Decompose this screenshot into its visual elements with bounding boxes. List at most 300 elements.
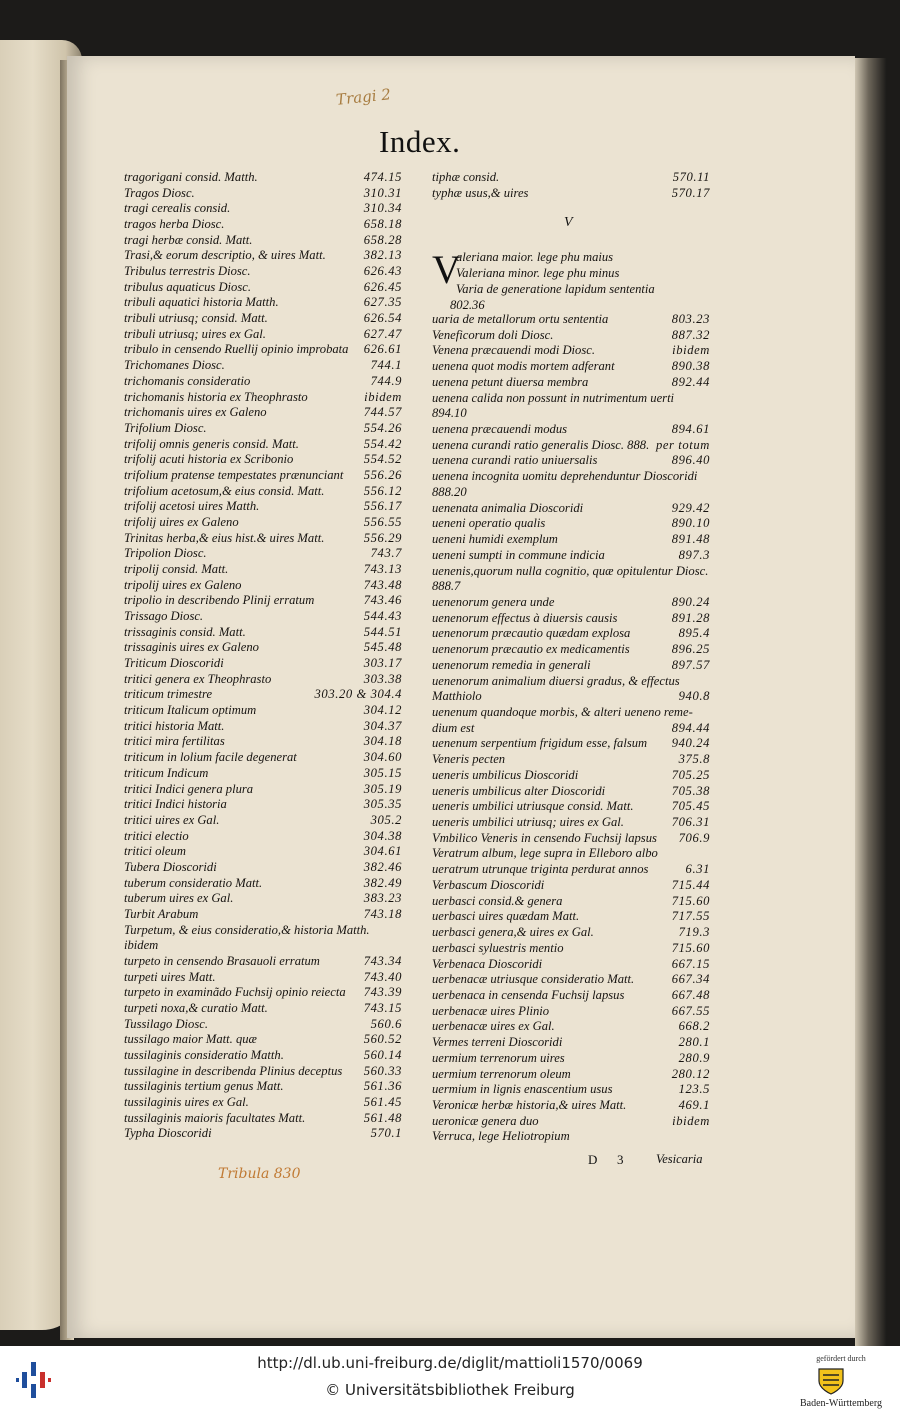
index-entry <box>432 1082 710 1098</box>
section-heading-v: V <box>564 215 573 230</box>
index-term: uerbasci syluestris mentio <box>432 940 564 955</box>
index-entry <box>432 532 710 548</box>
index-term: 802.36 <box>450 298 485 312</box>
index-page-ref: 554.52 <box>363 452 402 467</box>
index-entry <box>124 390 402 406</box>
index-term: uenenorum præcautio ex medicamentis <box>432 642 630 657</box>
index-entry <box>124 703 402 719</box>
index-page-ref: 474.15 <box>363 170 402 184</box>
index-entry <box>124 593 402 609</box>
index-term: uenenorum effectus à diuersis causis <box>432 610 618 625</box>
index-entry <box>124 938 402 954</box>
index-term: uermium in lignis enascentium usus <box>432 1082 613 1097</box>
index-entry <box>432 595 710 611</box>
index-term: tribulo in censendo Ruellij opinio improbata <box>124 342 349 357</box>
index-term: uerbasci genera,& uires ex Gal. <box>432 925 594 940</box>
index-entry <box>124 186 402 202</box>
index-entry <box>124 923 402 939</box>
index-entry <box>124 797 402 813</box>
index-entry <box>124 201 402 217</box>
index-page-ref: 743.7 <box>370 546 402 561</box>
index-term: tussilaginis maioris facultates Matt. <box>124 1110 306 1125</box>
index-term: uenenorum animalium diuersi gradus, & effectus <box>432 673 680 688</box>
index-entry <box>432 941 710 957</box>
index-term: tussilaginis uires ex Gal. <box>124 1095 249 1110</box>
index-entry <box>432 831 710 847</box>
index-page-ref: 627.47 <box>363 326 402 341</box>
index-entry <box>124 907 402 923</box>
index-page-ref: 894.61 <box>671 422 710 437</box>
index-term: trifolium acetosum,& eius consid. Matt. <box>124 483 325 498</box>
index-entry <box>432 564 710 580</box>
index-term: uenenis,quorum nulla cognitio, quæ opitulentur Diosc. <box>432 563 709 578</box>
index-entry <box>432 957 710 973</box>
index-page-ref: 561.45 <box>363 1095 402 1110</box>
index-page-ref: 305.15 <box>363 765 402 780</box>
index-entry <box>432 359 710 375</box>
index-page-ref: 626.45 <box>363 279 402 294</box>
index-page-ref: 554.42 <box>363 436 402 451</box>
index-term: tritici Indici genera plura <box>124 781 254 796</box>
index-term: Triticum Dioscoridi <box>124 656 224 671</box>
index-term: trissaginis consid. Matt. <box>124 624 246 639</box>
index-entry <box>124 1032 402 1048</box>
index-term: tritici uires ex Gal. <box>124 812 220 827</box>
index-term: Tribulus terrestris Diosc. <box>124 264 251 279</box>
index-page-ref: 544.43 <box>363 609 402 624</box>
index-term: ueneris umbilicus Dioscoridi <box>432 767 579 782</box>
index-entry <box>432 642 710 658</box>
index-term: dium est <box>432 720 475 735</box>
index-term: tragos herba Diosc. <box>124 217 225 232</box>
index-term: ueneni sumpti in commune indicia <box>432 547 605 562</box>
index-term: Venena præcauendi modi Diosc. <box>432 343 595 358</box>
index-term: tuberum consideratio Matt. <box>124 875 263 890</box>
index-entry <box>124 405 402 421</box>
index-entry <box>124 829 402 845</box>
index-term: trichomanis uires ex Galeno <box>124 405 267 420</box>
index-page-ref: 744.1 <box>370 358 402 373</box>
index-page-ref: 940.24 <box>671 736 710 751</box>
index-term: Veratrum album, lege supra in Elleboro albo <box>432 846 658 861</box>
index-entry <box>124 1079 402 1095</box>
signature-mark: D <box>588 1152 598 1167</box>
index-term: tuberum uires ex Gal. <box>124 891 234 906</box>
index-term: tragi cerealis consid. <box>124 201 231 216</box>
index-page-ref: 561.36 <box>363 1079 402 1094</box>
index-term: ueneni operatio qualis <box>432 516 546 531</box>
index-term: Vmbilico Veneris in censendo Fuchsij lapsus <box>432 830 657 845</box>
index-term: Turpetum, & eius consideratio,& historia Matth. <box>124 922 370 937</box>
index-term: uenena præcauendi modus <box>432 422 568 437</box>
index-page-ref: 743.13 <box>363 562 402 576</box>
index-term: Tripolion Diosc. <box>124 546 207 561</box>
index-term: Valeriana minor. lege phu minus <box>456 266 620 280</box>
index-page-ref: 890.10 <box>671 516 710 531</box>
index-page-ref: 304.18 <box>363 734 402 749</box>
index-entry <box>124 421 402 437</box>
index-entry <box>432 453 710 469</box>
index-page-ref: 743.40 <box>363 969 402 984</box>
pencil-note-top: Tragi 2 <box>335 85 392 109</box>
index-page-ref: 744.9 <box>370 373 402 388</box>
index-entry <box>432 658 710 674</box>
index-entry <box>432 1129 710 1145</box>
index-page-ref: 375.8 <box>678 752 710 767</box>
index-term: uenena curandi ratio uniuersalis <box>432 453 598 468</box>
index-page-ref: 896.40 <box>671 453 710 468</box>
index-entry <box>124 625 402 641</box>
index-entry <box>432 909 710 925</box>
index-entry <box>124 891 402 907</box>
index-page-ref: 560.6 <box>370 1016 402 1031</box>
index-term: uerbenacæ uires ex Gal. <box>432 1019 555 1034</box>
index-page-ref: ibidem <box>672 343 710 358</box>
index-entry <box>456 282 710 298</box>
baden-wuerttemberg-crest-icon <box>814 1366 848 1396</box>
index-entry <box>432 815 710 831</box>
index-entry <box>432 611 710 627</box>
index-page-ref: 310.34 <box>363 201 402 216</box>
index-term: triticum Italicum optimum <box>124 703 257 718</box>
index-entry <box>432 1035 710 1051</box>
index-term: tussilaginis consideratio Matth. <box>124 1048 284 1063</box>
index-term: trichomanis historia ex Theophrasto <box>124 389 308 404</box>
index-entry <box>124 985 402 1001</box>
index-page-ref: 570.11 <box>672 170 710 184</box>
index-page-ref: 626.61 <box>363 342 402 357</box>
index-term: Verruca, lege Heliotropium <box>432 1129 570 1144</box>
index-page-ref: 891.28 <box>671 610 710 625</box>
index-page-ref: 897.3 <box>678 547 710 562</box>
index-entry <box>124 860 402 876</box>
index-term: uermium terrenorum uires <box>432 1050 565 1065</box>
index-entry <box>124 782 402 798</box>
index-term: tussilaginis tertium genus Matt. <box>124 1079 284 1094</box>
index-term: ueneris umbilici utriusque consid. Matt. <box>432 799 634 814</box>
index-entry <box>432 343 710 359</box>
index-entry <box>124 766 402 782</box>
index-term: tritici Indici historia <box>124 797 227 812</box>
index-term: Trissago Diosc. <box>124 609 204 624</box>
index-term: ueratrum utrunque triginta perdurat annos <box>432 862 649 877</box>
index-entry <box>124 1126 402 1142</box>
index-entry <box>124 656 402 672</box>
index-page-ref: 715.60 <box>671 893 710 908</box>
index-entry <box>432 925 710 941</box>
index-page-ref: 556.55 <box>363 514 402 529</box>
index-term: tussilagine in describenda Plinius deceptus <box>124 1063 343 1078</box>
index-term: uenena calida non possunt in nutrimentum uerti <box>432 390 675 405</box>
index-term: Veneris pecten <box>432 752 506 767</box>
index-page-ref: 6.31 <box>685 862 710 877</box>
index-term: uenenum quandoque morbis, & alteri ueneno reme- <box>432 705 693 719</box>
index-entry <box>124 264 402 280</box>
index-term: Vermes terreni Dioscoridi <box>432 1035 563 1050</box>
index-term: Verbascum Dioscoridi <box>432 877 545 892</box>
index-page-ref: 929.42 <box>671 500 710 515</box>
index-term: ueneris umbilici utriusq; uires ex Gal. <box>432 815 624 830</box>
index-entry <box>432 516 710 532</box>
index-entry <box>124 640 402 656</box>
index-entry <box>124 515 402 531</box>
index-page-ref: 382.49 <box>363 875 402 890</box>
viewer-footer <box>0 1346 900 1414</box>
index-term: tritici oleum <box>124 844 186 859</box>
index-entry <box>124 954 402 970</box>
index-page-ref: 887.32 <box>671 327 710 342</box>
index-page-ref: 304.38 <box>363 828 402 843</box>
index-page-ref: 556.26 <box>363 467 402 482</box>
index-entry <box>432 1051 710 1067</box>
index-term: tritici electio <box>124 828 189 843</box>
index-page-ref: 744.57 <box>363 405 402 420</box>
index-entry <box>432 689 710 705</box>
index-term: ueronicæ genera duo <box>432 1113 539 1128</box>
index-page-ref: 303.17 <box>363 656 402 671</box>
index-entry <box>432 846 710 862</box>
index-entry <box>432 312 710 328</box>
index-page-ref: 280.9 <box>678 1050 710 1065</box>
index-entry <box>432 1067 710 1083</box>
index-term: uerbasci consid.& genera <box>432 893 563 908</box>
index-entry <box>432 1114 710 1130</box>
index-page-ref: 570.1 <box>370 1126 402 1141</box>
index-entry <box>432 406 710 422</box>
index-page-ref: 705.38 <box>671 783 710 798</box>
index-entry <box>124 437 402 453</box>
index-page-ref: 304.37 <box>363 718 402 733</box>
index-term: uerbasci uires quædam Matt. <box>432 909 580 924</box>
index-page-ref: 667.48 <box>671 987 710 1002</box>
index-entry <box>432 579 710 595</box>
index-entry <box>432 1019 710 1035</box>
index-term: tragi herbæ consid. Matt. <box>124 232 253 247</box>
index-page-ref: 304.61 <box>363 844 402 859</box>
index-page-ref: 545.48 <box>363 640 402 655</box>
index-term: uenena incognita uomitu deprehenduntur Dioscoridi <box>432 469 698 484</box>
index-entry <box>124 609 402 625</box>
index-entry <box>124 295 402 311</box>
index-term: trichomanis consideratio <box>124 373 251 388</box>
index-entry <box>432 784 710 800</box>
index-term: ueneris umbilicus alter Dioscoridi <box>432 783 606 798</box>
index-term: tussilago maior Matt. quæ <box>124 1032 257 1047</box>
index-page-ref: 743.46 <box>363 593 402 608</box>
index-page-ref: 303.20 & 304.4 <box>314 687 402 702</box>
index-page-ref: 469.1 <box>678 1098 710 1112</box>
index-term: triticum Indicum <box>124 765 209 780</box>
index-entry <box>432 1004 710 1020</box>
index-page-ref: 803.23 <box>671 312 710 326</box>
index-page-ref: 890.38 <box>671 359 710 374</box>
index-page-ref: 715.44 <box>671 877 710 892</box>
index-term: Matthiolo <box>432 689 482 704</box>
index-entry <box>432 438 710 454</box>
index-entry <box>456 266 710 282</box>
index-term: tripolij consid. Matt. <box>124 562 229 576</box>
index-entry <box>432 626 710 642</box>
index-term: tribuli aquatici historia Matth. <box>124 295 279 310</box>
index-term: tritici genera ex Theophrasto <box>124 671 272 686</box>
page-title: Index. <box>379 124 461 159</box>
index-entry <box>124 562 402 578</box>
index-page-ref: 743.34 <box>363 954 402 968</box>
index-term: tribuli utriusq; uires ex Gal. <box>124 326 266 341</box>
index-page-ref: 715.60 <box>671 940 710 955</box>
index-page-ref: 123.5 <box>678 1082 710 1097</box>
index-entry <box>124 374 402 390</box>
index-page-ref: 280.1 <box>678 1035 710 1050</box>
index-page-ref: 382.13 <box>363 248 402 263</box>
index-entry <box>432 674 710 690</box>
index-page-ref: 705.25 <box>671 767 710 782</box>
index-page-ref: 896.25 <box>671 642 710 657</box>
index-term: trifolij omnis generis consid. Matt. <box>124 436 299 451</box>
sponsor-name: Baden-Württemberg <box>799 1398 882 1409</box>
index-term: triticum trimestre <box>124 687 213 702</box>
index-page-ref: 554.26 <box>363 420 402 435</box>
index-term: uenenata animalia Dioscoridi <box>432 500 584 515</box>
sponsor-label: gefördert durch <box>816 1354 866 1363</box>
index-page-ref: 706.9 <box>678 830 710 845</box>
index-entry <box>432 186 710 202</box>
index-entry <box>124 970 402 986</box>
index-page-ref: 719.3 <box>678 925 710 940</box>
index-entry <box>124 327 402 343</box>
index-term: tripolio in describendo Plinij erratum <box>124 593 315 608</box>
index-page-ref: 658.18 <box>363 217 402 232</box>
index-page-ref: 560.52 <box>363 1032 402 1047</box>
index-page-ref: 556.12 <box>363 483 402 498</box>
index-page-ref: ibidem <box>672 1113 710 1128</box>
index-page-ref: 892.44 <box>671 374 710 389</box>
index-entry <box>124 170 402 186</box>
index-page-ref: 897.57 <box>671 657 710 672</box>
index-page-ref: 560.33 <box>363 1063 402 1078</box>
index-entry <box>432 736 710 752</box>
index-entry <box>432 721 710 737</box>
index-entry <box>124 531 402 547</box>
index-term: Turbit Arabum <box>124 906 199 921</box>
index-term: tribuli utriusq; consid. Matt. <box>124 311 268 326</box>
index-term: uenena petunt diuersa membra <box>432 374 589 389</box>
index-term: trifolij uires ex Galeno <box>124 514 239 529</box>
index-entry <box>124 280 402 296</box>
index-term: tragorigani consid. Matth. <box>124 170 258 184</box>
index-page-ref: 743.39 <box>363 985 402 1000</box>
index-page-ref: 383.23 <box>363 891 402 906</box>
index-term: uenena quot modis mortem adferant <box>432 359 615 374</box>
index-term: uenena curandi ratio generalis Diosc. 888. <box>432 437 650 452</box>
index-page-ref: 561.48 <box>363 1110 402 1125</box>
pencil-note-bottom: Tribula 830 <box>218 1166 301 1182</box>
index-term: ueneni humidi exemplum <box>432 532 558 547</box>
index-term: uenenum serpentium frigidum esse, falsum <box>432 736 648 751</box>
index-term: Tragos Diosc. <box>124 185 195 200</box>
index-entry <box>124 217 402 233</box>
footer-copyright: © Universitätsbibliothek Freiburg <box>325 1381 575 1399</box>
index-page-ref: 705.45 <box>671 799 710 814</box>
index-page-ref: 304.12 <box>363 703 402 718</box>
index-entry <box>124 1017 402 1033</box>
index-page-ref: 556.29 <box>363 530 402 545</box>
index-term: trifolium pratense tempestates prænunciant <box>124 467 344 482</box>
index-entry <box>432 375 710 391</box>
index-entry <box>432 768 710 784</box>
index-term: triticum in lolium facile degenerat <box>124 750 297 765</box>
index-term: uaria de metallorum ortu sententia <box>432 312 609 326</box>
right-page-edge <box>855 58 900 1346</box>
index-page-ref: 303.38 <box>363 671 402 686</box>
index-page-ref: ibidem <box>364 389 402 404</box>
index-term: turpeti noxa,& curatio Matt. <box>124 1001 268 1016</box>
index-entry <box>124 672 402 688</box>
index-page-ref: 940.8 <box>678 689 710 704</box>
index-entry <box>432 705 710 721</box>
index-term: tripolij uires ex Galeno <box>124 577 242 592</box>
index-term: uenenorum præcautio quædam explosa <box>432 626 631 641</box>
index-term: 888.7 <box>432 579 461 594</box>
index-page-ref: 305.2 <box>370 812 402 827</box>
index-entry <box>124 578 402 594</box>
index-entry <box>124 844 402 860</box>
index-entry <box>124 1064 402 1080</box>
index-term: Verbenaca Dioscoridi <box>432 956 543 971</box>
index-entry <box>432 328 710 344</box>
index-term: Veronicæ herbæ historia,& uires Matt. <box>432 1098 627 1112</box>
index-term: Tubera Dioscoridi <box>124 859 217 874</box>
index-page-ref: 310.31 <box>363 185 402 200</box>
index-term: turpeto in censendo Brasauoli erratum <box>124 954 320 968</box>
index-page-ref: 890.24 <box>671 594 710 609</box>
index-term: uenenorum genera unde <box>432 594 555 609</box>
index-entry <box>124 546 402 562</box>
index-entry <box>432 469 710 485</box>
index-page-ref: 891.48 <box>671 532 710 547</box>
index-term: aleriana maior. lege phu maius <box>456 250 614 264</box>
index-page-ref: 743.48 <box>363 577 402 592</box>
index-term: uerbenacæ utriusque consideratio Matt. <box>432 972 635 987</box>
index-page-ref: 706.31 <box>671 815 710 830</box>
index-entry <box>124 233 402 249</box>
index-page-ref: 570.17 <box>671 185 710 200</box>
catchword: Vesicaria <box>656 1152 703 1166</box>
index-term: Trifolium Diosc. <box>124 420 207 435</box>
index-term: Trichomanes Diosc. <box>124 358 225 373</box>
index-page-ref: per totum <box>655 437 710 452</box>
index-page-ref: 626.43 <box>363 264 402 279</box>
index-term: uermium terrenorum oleum <box>432 1066 571 1081</box>
index-entry <box>124 1095 402 1111</box>
index-term: turpeti uires Matt. <box>124 969 216 984</box>
index-entry <box>432 752 710 768</box>
footer-url[interactable]: http://dl.ub.uni-freiburg.de/diglit/mattioli1570/0069 <box>257 1354 643 1372</box>
index-page-ref: 658.28 <box>363 232 402 247</box>
index-term: tritici mira fertilitas <box>124 734 225 749</box>
index-entry <box>432 422 710 438</box>
index-entry <box>432 170 710 186</box>
index-page-ref: 895.4 <box>678 626 710 641</box>
index-entry <box>432 894 710 910</box>
index-page-ref: 668.2 <box>678 1019 710 1034</box>
index-term: tiphæ consid. <box>432 170 500 184</box>
index-entry <box>124 734 402 750</box>
index-entry <box>124 484 402 500</box>
drop-capital: V <box>432 247 461 292</box>
signature-number: 3 <box>617 1152 624 1167</box>
index-entry <box>432 878 710 894</box>
